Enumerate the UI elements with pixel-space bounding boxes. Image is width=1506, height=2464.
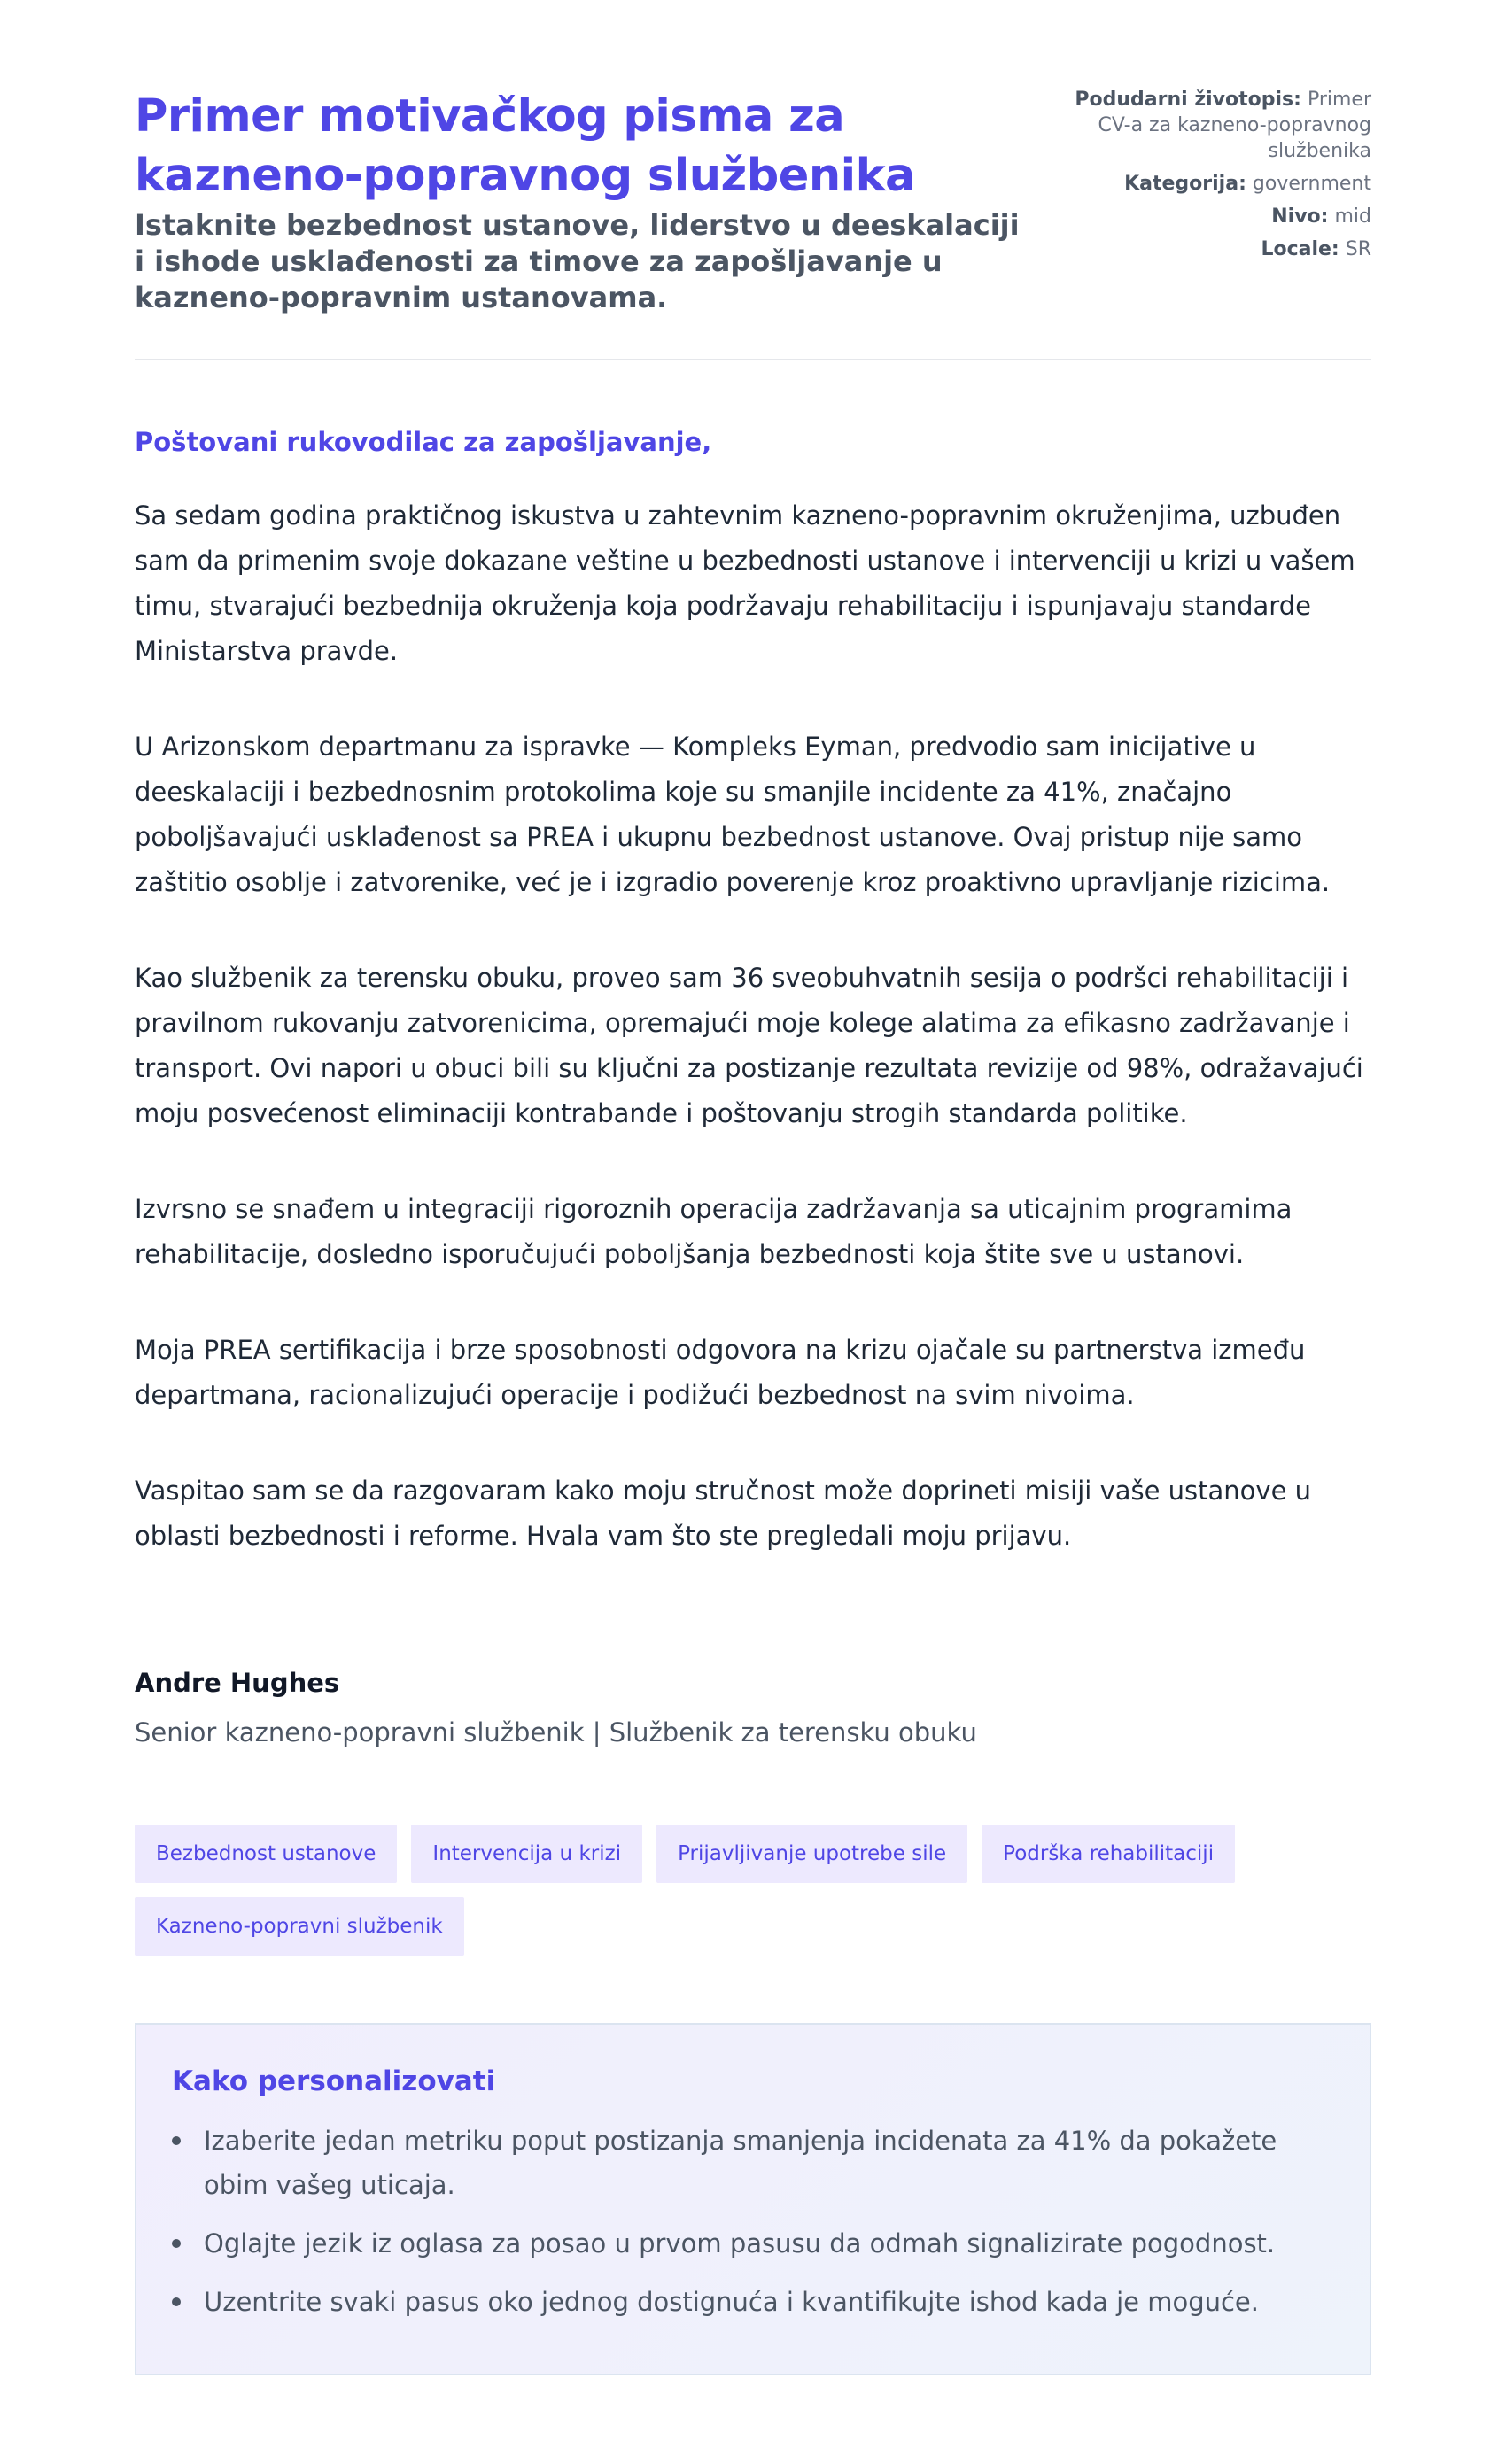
- letter-paragraph: Vaspitao sam se da razgovaram kako moju stručnost može doprineti misiji vaše ustanove u oblasti bezbednosti i reforme. Hvala vam što ste pregledali moju prijavu.: [135, 1476, 1312, 1551]
- meta-panel: [1044, 87, 1371, 269]
- letter-paragraph: Moja PREA sertifikacija i brze sposobnosti odgovora na krizu ojačale su partnerstva između departmana, racionalizujući operacije i podižući bezbednost na svim nivoima.: [135, 1335, 1306, 1410]
- meta-resume-label: Podudarni životopis:: [1075, 89, 1301, 111]
- tip-item: [172, 2221, 1334, 2266]
- page-header: [135, 0, 1371, 360]
- tip-item: [172, 2280, 1334, 2324]
- meta-resume: [1044, 87, 1371, 164]
- meta-locale: [1044, 236, 1371, 262]
- letter-paragraph: Izvrsno se snađem u integraciji rigoroznih operacija zadržavanja sa uticajnim programima rehabilitacije, dosledno isporučujući poboljšanja bezbednosti koja štite sve u ustanovi.: [135, 1194, 1293, 1269]
- bullet-icon: [172, 2136, 181, 2145]
- meta-level-value: mid: [1334, 205, 1371, 228]
- tag-chip[interactable]: Prijavljivanje upotrebe sile: [656, 1825, 967, 1883]
- letter-paragraph: Sa sedam godina praktičnog iskustva u zahtevnim kazneno-popravnim okruženjima, uzbuđen sam da primenim svoje dokazane veštine u bezbednosti ustanove i intervenciji u krizi u vašem timu, stvarajući bezbednija okruženja koja podržavaju rehabilitaciju i ispunjavaju standarde Ministarstva pravde.: [135, 500, 1355, 666]
- meta-resume-value[interactable]: Primer CV-a za kazneno-popravnog službenika: [1098, 89, 1371, 162]
- page-title: Primer motivačkog pisma za kazneno-popravnog službenika: [135, 90, 915, 202]
- meta-level: [1044, 204, 1371, 229]
- salutation: Poštovani rukovodilac za zapošljavanje,: [135, 427, 712, 457]
- meta-locale-value: SR: [1345, 238, 1371, 260]
- bullet-icon: [172, 2239, 181, 2248]
- tag-chip[interactable]: Bezbednost ustanove: [135, 1825, 397, 1883]
- letter-body: [135, 360, 1371, 1956]
- signature-role: Senior kazneno-popravni službenik | Službenik za terensku obuku: [135, 1717, 977, 1747]
- tip-text: Izaberite jedan metriku poput postizanja smanjenja incidenata za 41% da pokažete obim vašeg uticaja.: [204, 2126, 1277, 2200]
- meta-locale-label: Locale:: [1261, 238, 1339, 260]
- meta-category: [1044, 171, 1371, 197]
- letter-paragraph: Kao službenik za terensku obuku, proveo sam 36 sveobuhvatnih sesija o podršci rehabilitaciji i pravilnom rukovanju zatvorenicima, opremajući moje kolege alatima za efikasno zadržavanje i transport. Ovi napori u obuci bili su ključni za postizanje rezultata revizije od 98%, odražavajući moju posvećenost eliminaciji kontrabande i poštovanju strogih standarda politike.: [135, 963, 1363, 1128]
- tip-text: Uzentrite svaki pasus oko jednog dostignuća i kvantifikujte ishod kada je moguće.: [204, 2287, 1259, 2317]
- tips-list: [172, 2119, 1334, 2324]
- page-subtitle: Istaknite bezbednost ustanove, liderstvo u deeskalaciji i ishode usklađenosti za timove za zapošljavanje u kazneno-popravnim ustanovama.: [135, 208, 1020, 314]
- meta-category-label: Kategorija:: [1124, 173, 1246, 195]
- bullet-icon: [172, 2297, 181, 2306]
- signature-name: Andre Hughes: [135, 1668, 340, 1698]
- title-block: [135, 87, 1029, 316]
- tag-chip[interactable]: Intervencija u krizi: [411, 1825, 642, 1883]
- tip-text: Oglajte jezik iz oglasa za posao u prvom pasusu da odmah signalizirate pogodnost.: [204, 2228, 1276, 2259]
- personalize-tips-panel: [135, 2023, 1371, 2375]
- tag-list: [135, 1825, 1371, 1956]
- tips-title: Kako personalizovati: [172, 2065, 496, 2097]
- tip-item: [172, 2119, 1334, 2207]
- meta-level-label: Nivo:: [1271, 205, 1329, 228]
- letter-paragraph: U Arizonskom departmanu za ispravke — Kompleks Eyman, predvodio sam inicijative u deeskalaciji i bezbednosnim protokolima koje su smanjile incidente za 41%, značajno poboljšavajući usklađenost sa PREA i ukupnu bezbednost ustanove. Ovaj pristup nije samo zaštitio osoblje i zatvorenike, već je i izgradio poverenje kroz proaktivno upravljanje rizicima.: [135, 732, 1331, 897]
- meta-category-value: government: [1252, 173, 1371, 195]
- tag-chip[interactable]: Podrška rehabilitaciji: [982, 1825, 1235, 1883]
- signature-block: [135, 1665, 1371, 1750]
- tag-chip[interactable]: Kazneno-popravni službenik: [135, 1897, 464, 1956]
